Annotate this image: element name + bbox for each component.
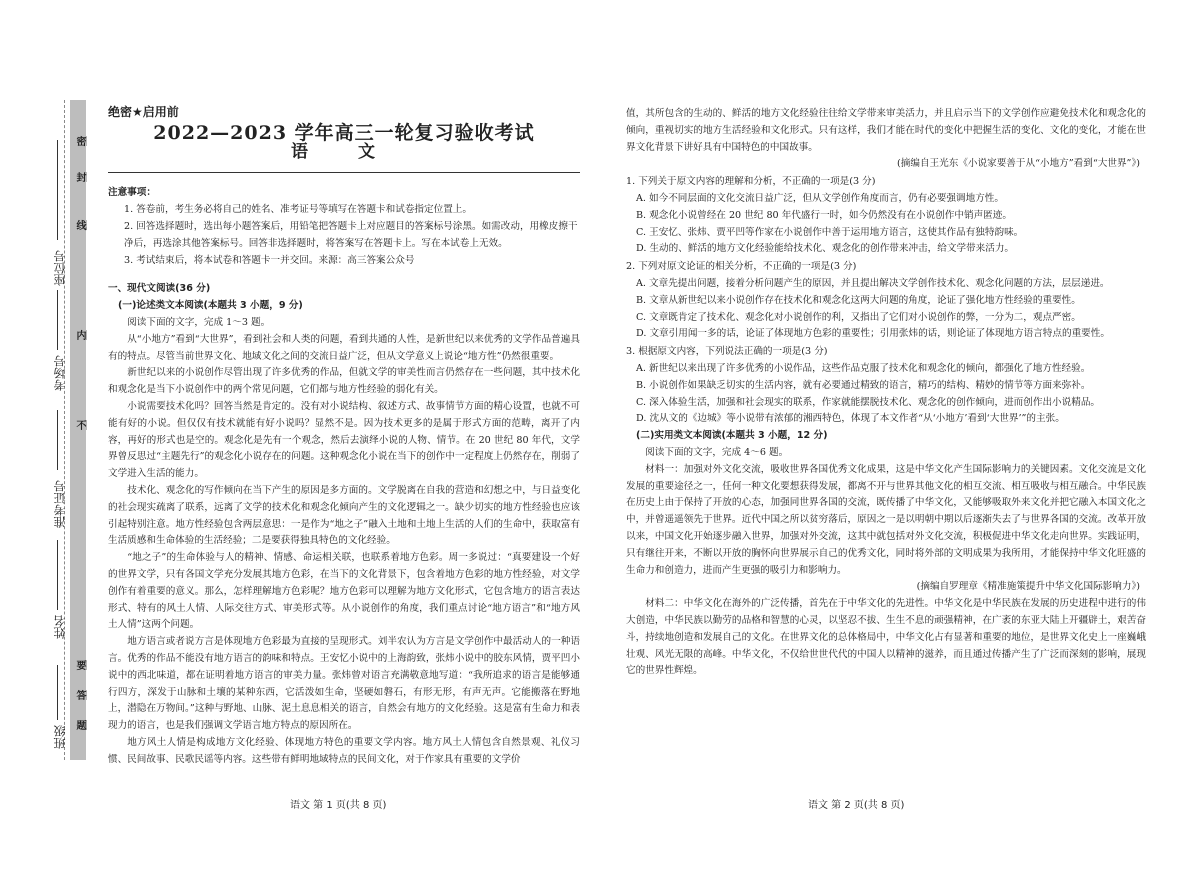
subsection-heading: (二)实用类文本阅读(本题共 3 小题，12 分) <box>636 430 828 442</box>
question-stem: 1. 下列关于原文内容的理解和分析，不正确的一项是(3 分) <box>626 176 876 188</box>
page-2 <box>626 106 1146 680</box>
class-field: 班级 <box>53 725 67 749</box>
name-underline <box>57 540 58 610</box>
binding-margin <box>48 100 98 760</box>
subject-title: 语 文 <box>291 141 397 162</box>
question-option: B. 小说创作如果缺乏切实的生活内容，就有必要通过精致的语言，精巧的结构、精妙的情节等方面来弥补。 <box>636 379 1091 391</box>
material-one: 材料一：加强对外文化交流，吸收世界各国优秀文化成果，这是中华文化产生国际影响力的关键因素。文化交流是文化发展的重要途径之一，任何一种文化要想获得发展，都离不开与世界其他文化的相互交流、相互吸收与相互融合。中华民族在历史上由于保持了开放的心态，加强同世界各国的交流，既传播了中华文化，又能够吸取外来文化并把它融入本国文化之中，并曾遥遥领先于世界。近代中国之所以贫穷落后，原因之一是以明朝中期以后逐渐失去了与世界各国的交流。改革开放以来，中国文化开始逐步融入世界，加强对外交流，这其中就包括对外文化交流，积极促进中华文化走向世界。实践证明，只有继往开来，不断以开放的胸怀向世界展示自己的优秀文化，同时将外部的文明成果为我所用，才能保持中华文化旺盛的生命力和创造力，进而产生更强的吸引力和影响力。 <box>626 463 1146 576</box>
question-option: B. 观念化小说曾经在 20 世纪 80 年代盛行一时，如今仍然没有在小说创作中销声匿迹。 <box>636 209 1012 221</box>
question-option: D. 沈从文的《边城》等小说带有浓郁的湘西特色，体现了本文作者“从‘小地方’看到‘大世界’”的主张。 <box>636 413 1065 425</box>
name-field: 姓名 <box>53 615 67 639</box>
seal-word: 线 <box>74 220 85 230</box>
divider <box>108 172 580 173</box>
seal-word: 题 <box>74 720 85 730</box>
question-stem: 2. 下列对原文论证的相关分析，不正确的一项是(3 分) <box>626 261 857 273</box>
article-paragraph: 技术化、观念化的写作倾向在当下产生的原因是多方面的。文学脱离在自我的营造和幻想之中，与日益变化的社会现实疏离了联系，远离了文学的技术化和观念化倾向产生的文化逻辑之一。缺少切实的地方性经验也应该引起特别注意。地方性经验包含两层意思：一是作为“地之子”融入土地和土地上生活的人们的生命中，获取富有生活质感和生命体验的生活经验；二是要获得独具特色的文化经验。 <box>108 484 580 547</box>
material-two: 材料二：中华文化在海外的广泛传播，首先在于中华文化的先进性。中华文化是中华民族在发展的历史进程中进行的伟大创造，中华民族以勤劳的品格和智慧的心灵，以坚忍不拔、生生不息的顽强精神，在广袤的东亚大陆上开疆辟土，艰苦奋斗，持续地创造和发展自己的文化。在世界文化的总体格局中，中华文化占有显著和重要的地位，是世界文化史上一座巍峨壮观、风光无限的高峰。中华文化，不仅给世世代代的中国人以精神的滋养，而且通过传播产生了广泛而深刻的影响，展现它的世界性辉煌。 <box>626 598 1146 677</box>
question-option: C. 文章既肯定了技术化、观念化对小说创作的利，又指出了它们对小说创作的弊，一分为二，观点严密。 <box>636 311 1081 323</box>
notice-heading: 注意事项： <box>108 187 156 199</box>
question-option: D. 文章引用闻一多的话，论证了体现地方色彩的重要性；引用张炜的话，则论证了体现地方语言特点的重要性。 <box>636 328 1110 340</box>
question-option: A. 新世纪以来出现了许多优秀的小说作品，这些作品克服了技术化和观念化的倾向，都强化了地方性经验。 <box>636 362 1091 374</box>
seat-number-field: 座位号 <box>53 250 67 286</box>
room-underline <box>57 290 58 350</box>
page-2-footer: 语文 第 2 页(共 8 页) <box>808 800 905 811</box>
question-option: B. 文章从新世纪以来小说创作存在技术化和观念化这两大问题的角度，论证了强化地方性经验的重要性。 <box>636 294 1081 306</box>
seal-word: 内 <box>74 330 85 340</box>
seal-word: 要 <box>74 660 85 670</box>
seal-word: 不 <box>74 420 85 430</box>
page-1 <box>108 100 580 768</box>
article-paragraph: 小说需要技术化吗？回答当然是肯定的。没有对小说结构、叙述方式、故事情节方面的精心设置，也就不可能有好的小说。但仅仅有技术就能有好小说吗？显然不是。因为技术更多的是属于形式方面的范畴，离开了内容，再好的形式也是空的。观念化是先有一个观念，然后去演绎小说的人物、情节。在 20 世纪 80 年代，文学界曾反思过“主题先行”的观念化小说存在的问题。这种观念化小说在当下的创作中一定程度上仍然存在，削弱了文学进入生活的能力。 <box>108 400 580 480</box>
article-paragraph: “地之子”的生命体验与人的精神、情感、命运相关联，也联系着地方色彩。周一多说过：“真要建设一个好的世界文学，只有各国文学充分发展其地方色彩，在当下的文化背景下，包含着地方色彩的地方性经验，对文学创作有着重要的意义。那么，怎样理解地方色彩呢？地方色彩可以理解为地方文化形式，它包含地方的语言表达形式、特有的风土人情、人际交往方式、审美形式等。从小说创作的角度，我们重点讨论“地方语言”和“地方风土人情”这两个问题。 <box>108 552 580 631</box>
section-heading: 一、现代文阅读(36 分) <box>108 283 211 295</box>
subsection-heading: (一)论述类文本阅读(本题共 3 小题，9 分) <box>118 300 303 312</box>
question-option: A. 如今不同层面的文化交流日益广泛，但从文学创作角度而言，仍有必要强调地方性。 <box>636 192 1004 204</box>
article-paragraph: 地方风土人情是构成地方文化经验、体现地方特色的重要文学内容。地方风土人情包含自然景观、礼仪习惯、民间故事、民歌民谣等内容。这些带有鲜明地域特点的民间文化，对于作家具有重要的文学价 <box>108 736 580 765</box>
reading-instruction: 阅读下面的文字，完成 4～6 题。 <box>645 446 789 458</box>
seal-word: 答 <box>74 690 85 700</box>
reading-instruction: 阅读下面的文字，完成 1～3 题。 <box>127 316 271 328</box>
exam-room-field: 考场号 <box>53 355 67 391</box>
question-option: A. 文章先提出问题，接着分析问题产生的原因，并且提出解决文学创作技术化、观念化问题的方法，层层递进。 <box>636 277 1110 289</box>
seal-word: 封 <box>74 172 85 182</box>
article-paragraph: 新世纪以来的小说创作尽管出现了许多优秀的作品，但就文学的审美性而言仍然存在一些问题，其中技术化和观念化是当下小说创作中的两个常见问题，它们都与地方性经验的弱化有关。 <box>108 367 580 396</box>
notice-item: 1. 答卷前，考生务必将自己的姓名、准考证号等填写在答题卡和试卷指定位置上。 <box>124 204 472 216</box>
seal-word: 密 <box>74 136 85 146</box>
ticket-number-field: 准考证号 <box>53 480 67 528</box>
question-option: D. 生动的、鲜活的地方文化经验能给技术化、观念化的创作带来冲击，给文学带来活力。 <box>636 243 1015 255</box>
notice-item: 2. 回答选择题时，选出每小题答案后，用铅笔把答题卡上对应题目的答案标号涂黑。如需改动，用橡皮擦干净后，再选涂其他答案标号。回答非选择题时，将答案写在答题卡上。写在本试卷上无效。 <box>124 220 578 249</box>
article-paragraph: 地方语言或者说方言是体现地方色彩最为直接的呈现形式。刘半农认为方言是文学创作中最活动人的一种语言。优秀的作品不能没有地方语言的韵味和特点。王安忆小说中的上海韵致，张炜小说中的胶东风情，贾平凹小说中的西北味道，都在证明着地方语言的审美力量。张炜曾对语言充满敬意地写道：“我所追求的语言是能够通行四方，深发于山脉和土壤的某种东西，它活泼如生命，坚硬如磐石，有形无形，有声无声。它能搬落在野地上，潜隐在万物间。”这种与野地、山脉、泥土息息相关的语言，自然会有地方的文化经验。这是富有生命力和表现力的语言，也是我们强调文学语言地方特点的原因所在。 <box>108 636 580 732</box>
exam-title: 2022—2023 学年高三一轮复习验收考试 <box>153 121 535 144</box>
source-citation: (摘编自罗理章《精准施策提升中华文化国际影响力》) <box>916 581 1140 593</box>
question-option: C. 深入体验生活，加强和社会现实的联系，作家就能摆脱技术化、观念化的创作倾向，进而创作出小说精品。 <box>636 396 1101 408</box>
question-stem: 3. 根据原文内容，下列说法正确的一项是(3 分) <box>626 346 828 358</box>
seal-line <box>64 100 66 760</box>
question-option: C. 王安忆、张炜、贾平凹等作家在小说创作中善于运用地方语言，这使其作品有独特韵味。 <box>636 226 1024 238</box>
article-paragraph: 值，其所包含的生动的、鲜活的地方文化经验往往给文学带来审美活力，并且启示当下的文学创作应避免技术化和观念化的倾向，重视切实的地方生活经验和文化形式。只有这样，我们才能在时代的变化中把握生活的变化、文化的变化，才能在世界文化背景下讲好具有中国特色的中国故事。 <box>626 108 1146 153</box>
class-underline <box>57 665 58 720</box>
ticket-underline <box>57 410 58 470</box>
article-paragraph: 从“小地方”看到“大世界”，看到社会和人类的问题，看到共通的人性，是新世纪以来优秀的文学作品普遍具有的特点。尽管当前世界文化、地域文化之间的交流日益广泛，但从文学意义上说论“地方性”仍然很重要。 <box>108 333 580 362</box>
seat-underline <box>57 140 58 240</box>
secret-label: 绝密★启用前 <box>108 105 179 119</box>
page-1-footer: 语文 第 1 页(共 8 页) <box>290 800 387 811</box>
source-citation: (摘编自王光东《小说家要善于从“小地方”看到“大世界”》) <box>897 158 1140 170</box>
notice-item: 3. 考试结束后，将本试卷和答题卡一并交回。来源：高三答案公众号 <box>124 254 415 266</box>
